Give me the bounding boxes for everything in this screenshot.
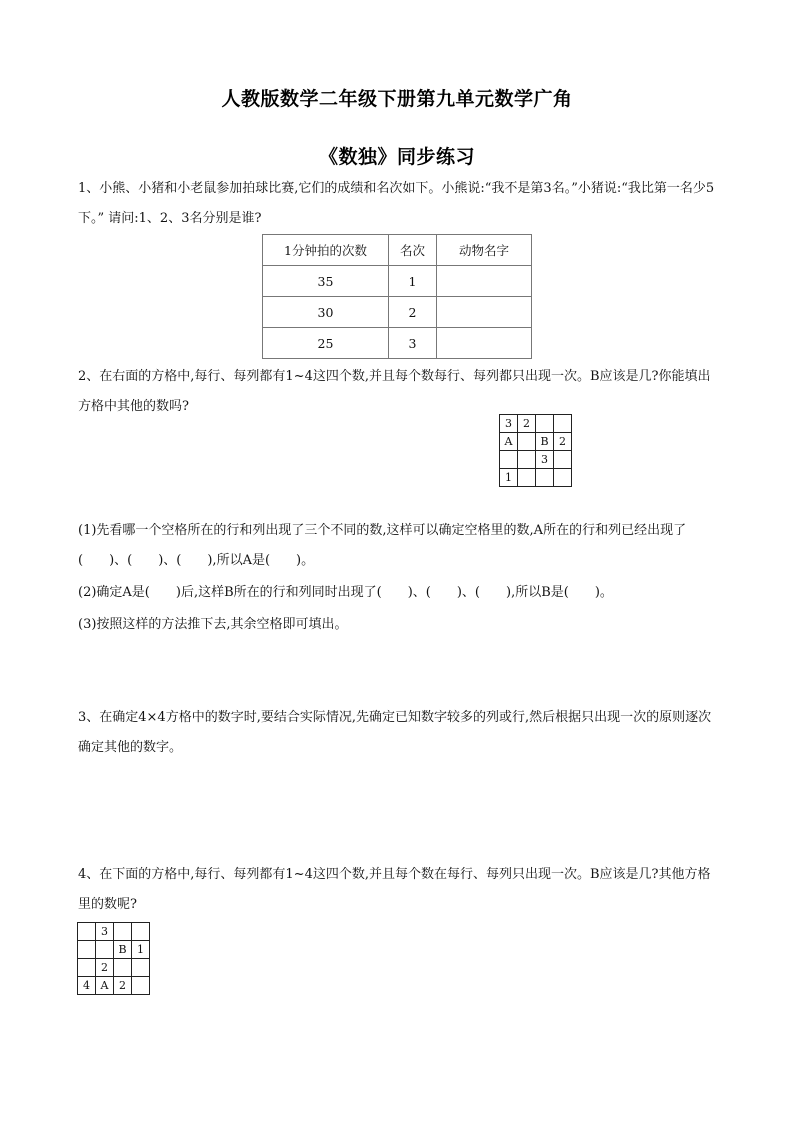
grid-cell[interactable] xyxy=(114,923,132,941)
grid-cell[interactable] xyxy=(536,469,554,487)
table-header: 1分钟拍的次数 xyxy=(263,235,389,266)
grid-cell[interactable] xyxy=(78,959,96,977)
table-cell-rank: 3 xyxy=(389,328,437,359)
page-title: 人教版数学二年级下册第九单元数学广角 xyxy=(221,88,573,110)
q2-step3: (3)按照这样的方法推下去,其余空格即可填出。 xyxy=(78,617,348,632)
table-cell-animal[interactable] xyxy=(437,266,532,297)
page-subtitle: 《数独》同步练习 xyxy=(318,146,475,168)
table-row xyxy=(263,297,532,328)
q1-table xyxy=(262,234,532,359)
grid-cell: 3 xyxy=(96,923,114,941)
grid-cell: 3 xyxy=(500,415,518,433)
grid-cell: 2 xyxy=(554,433,572,451)
grid-cell: 2 xyxy=(518,415,536,433)
grid-cell[interactable] xyxy=(132,923,150,941)
grid-cell: 2 xyxy=(96,959,114,977)
table-cell-animal[interactable] xyxy=(437,297,532,328)
grid-cell[interactable] xyxy=(518,469,536,487)
grid-cell[interactable] xyxy=(518,451,536,469)
grid-cell: 1 xyxy=(132,941,150,959)
grid-cell[interactable] xyxy=(96,941,114,959)
grid-cell[interactable]: A xyxy=(96,977,114,995)
table-header: 动物名字 xyxy=(437,235,532,266)
table-cell-count: 25 xyxy=(263,328,389,359)
q3-text: 3、在确定4×4方格中的数字时,要结合实际情况,先确定已知数字较多的列或行,然后根据只出现一次的原则逐次确定其他的数字。 xyxy=(78,710,712,755)
grid-cell: 4 xyxy=(78,977,96,995)
grid-cell[interactable]: B xyxy=(536,433,554,451)
grid-cell: 3 xyxy=(536,451,554,469)
grid-cell[interactable] xyxy=(554,469,572,487)
grid-cell[interactable] xyxy=(500,451,518,469)
table-header-row xyxy=(263,235,532,266)
table-cell-animal[interactable] xyxy=(437,328,532,359)
q2-step1: (1)先看哪一个空格所在的行和列出现了三个不同的数,这样可以确定空格里的数,A所在的行和列已经出现了( )、( )、( ),所以A是( )。 xyxy=(78,523,687,568)
q1-text: 1、小熊、小猪和小老鼠参加拍球比赛,它们的成绩和名次如下。小熊说:“我不是第3名。”小猪说:“我比第一名少5下。” 请问:1、2、3名分别是谁? xyxy=(78,181,715,226)
grid-cell[interactable] xyxy=(554,451,572,469)
table-cell-rank: 2 xyxy=(389,297,437,328)
grid-cell[interactable] xyxy=(536,415,554,433)
table-row xyxy=(263,266,532,297)
q4-sudoku-grid xyxy=(77,922,150,995)
grid-cell[interactable] xyxy=(78,923,96,941)
grid-cell[interactable] xyxy=(114,959,132,977)
table-cell-count: 30 xyxy=(263,297,389,328)
q2-step2: (2)确定A是( )后,这样B所在的行和列同时出现了( )、( )、( ),所以B是( )。 xyxy=(78,585,613,600)
grid-cell[interactable]: A xyxy=(500,433,518,451)
grid-cell: 1 xyxy=(500,469,518,487)
grid-cell[interactable] xyxy=(132,959,150,977)
table-cell-count: 35 xyxy=(263,266,389,297)
grid-cell: 2 xyxy=(114,977,132,995)
table-row xyxy=(263,328,532,359)
grid-cell[interactable] xyxy=(554,415,572,433)
q2-sudoku-grid xyxy=(499,414,572,487)
grid-cell[interactable] xyxy=(132,977,150,995)
grid-cell[interactable] xyxy=(78,941,96,959)
table-cell-rank: 1 xyxy=(389,266,437,297)
q4-text: 4、在下面的方格中,每行、每列都有1~4这四个数,并且每个数在每行、每列只出现一次。B应该是几?其他方格里的数呢? xyxy=(78,867,711,912)
grid-cell[interactable] xyxy=(518,433,536,451)
q2-text: 2、在右面的方格中,每行、每列都有1~4这四个数,并且每个数每行、每列都只出现一次。B应该是几?你能填出方格中其他的数吗? xyxy=(78,369,711,414)
table-header: 名次 xyxy=(389,235,437,266)
grid-cell[interactable]: B xyxy=(114,941,132,959)
